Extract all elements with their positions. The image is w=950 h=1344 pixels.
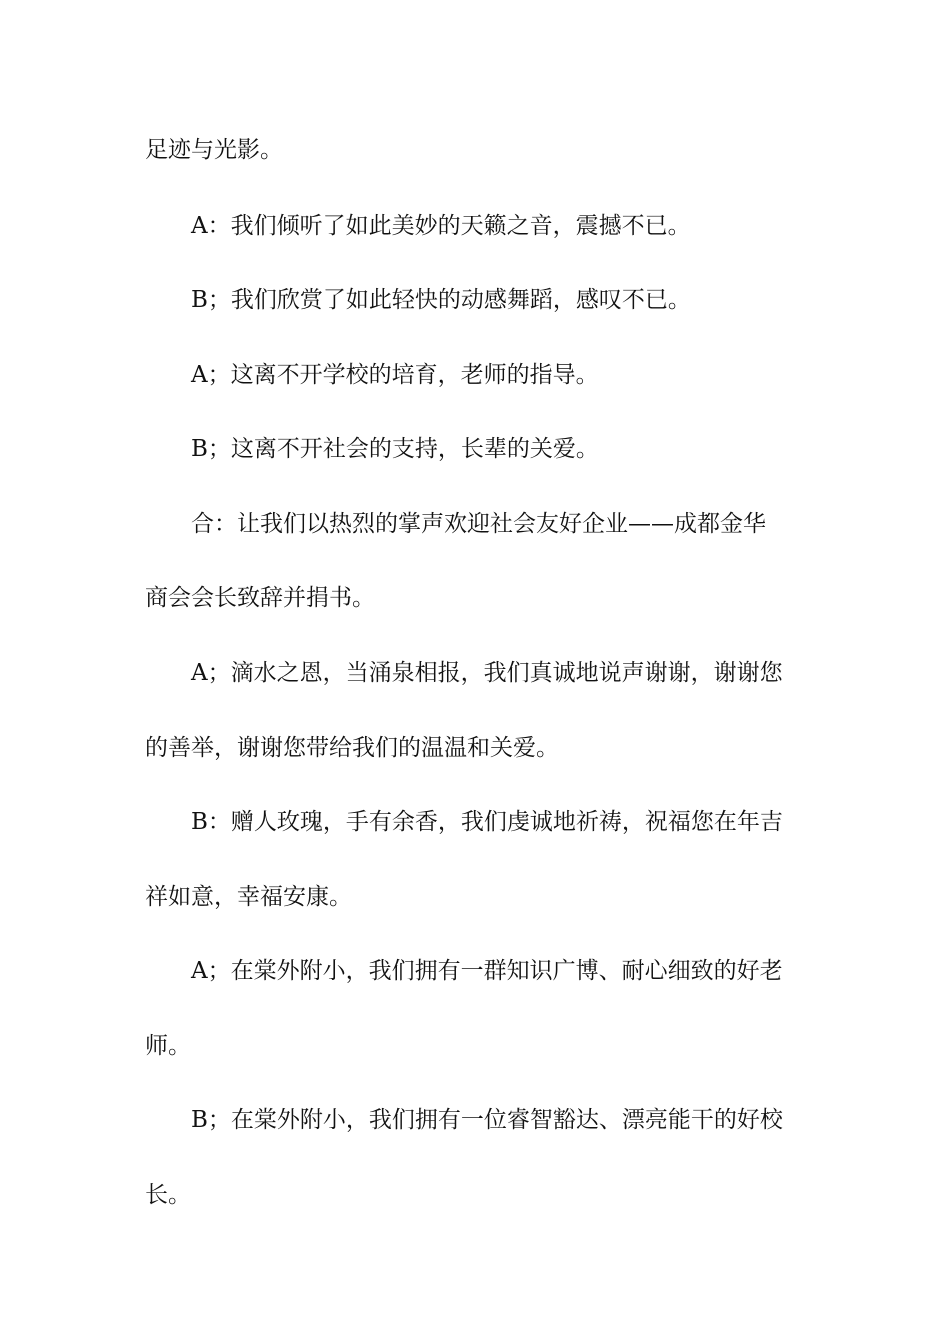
dialogue-line-b: B；这离不开社会的支持，长辈的关爱。: [191, 436, 599, 462]
text-line: 师。: [145, 1033, 191, 1059]
dialogue-line-a: A；在棠外附小，我们拥有一群知识广博、耐心细致的好老: [191, 958, 783, 984]
text-line: 祥如意，幸福安康。: [145, 884, 352, 910]
dialogue-line-b: B；在棠外附小，我们拥有一位睿智豁达、漂亮能干的好校: [191, 1107, 783, 1133]
dialogue-line-a: A：我们倾听了如此美妙的天籁之音，震撼不已。: [191, 213, 691, 239]
dialogue-line-b: B；我们欣赏了如此轻快的动感舞蹈，感叹不已。: [191, 287, 691, 313]
dialogue-line-together: 合：让我们以热烈的掌声欢迎社会友好企业——成都金华: [191, 511, 766, 537]
text-line: 的善举，谢谢您带给我们的温温和关爱。: [145, 735, 559, 761]
text-line: 商会会长致辞并捐书。: [145, 585, 375, 611]
dialogue-line-b: B：赠人玫瑰，手有余香，我们虔诚地祈祷，祝福您在年吉: [191, 809, 783, 835]
text-line: 长。: [145, 1182, 191, 1208]
dialogue-line-a: A；这离不开学校的培育，老师的指导。: [191, 362, 599, 388]
dialogue-line-a: A；滴水之恩，当涌泉相报，我们真诚地说声谢谢，谢谢您: [191, 660, 783, 686]
text-line: 足迹与光影。: [145, 137, 283, 163]
